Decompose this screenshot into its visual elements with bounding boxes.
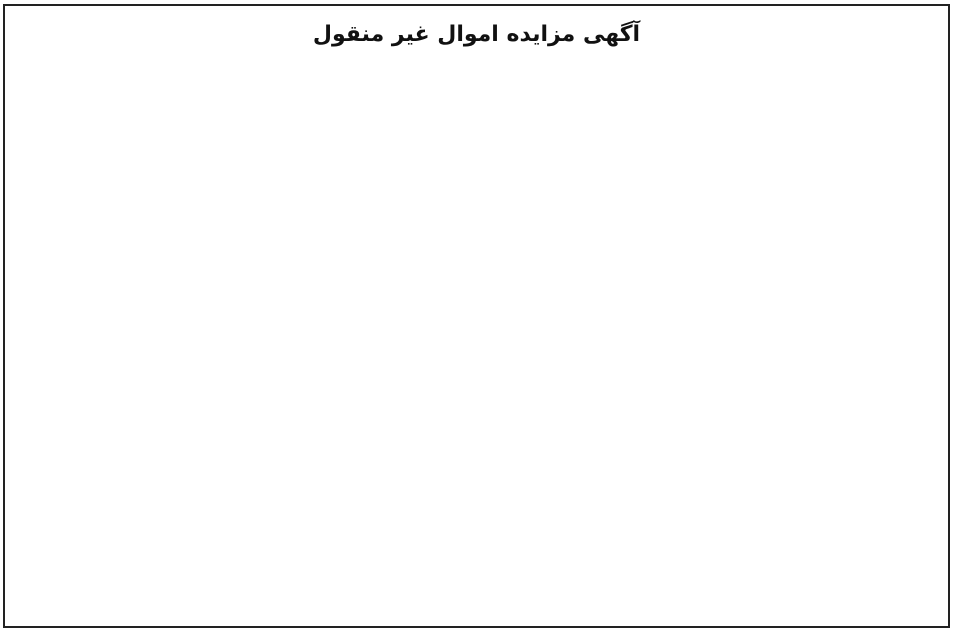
notice-text-line: [13, 481, 940, 506]
notice-text-line: [13, 531, 940, 556]
notice-text-line: [13, 331, 940, 356]
notice-text-line: [13, 206, 940, 231]
notice-text-line: [13, 181, 940, 206]
notice-text-line: [13, 156, 940, 181]
notice-text-line: [13, 306, 940, 331]
notice-text-line: [13, 81, 940, 106]
notice-text-line: [13, 281, 940, 306]
notice-text-line: [13, 56, 940, 81]
notice-title: آگهی مزایده اموال غیر منقول: [312, 22, 641, 47]
notice-text-line: [13, 256, 940, 281]
notice-text-line: [13, 606, 940, 628]
notice-text-line: [13, 456, 940, 481]
notice-text-line: [13, 406, 940, 431]
notice-text-line: [13, 381, 940, 406]
notice-text-line: [13, 556, 940, 581]
notice-text-line: [13, 431, 940, 456]
notice-text-line: [13, 106, 940, 131]
notice-text-line: [13, 131, 940, 156]
notice-text-line: [13, 581, 940, 606]
notice-text-line: [13, 506, 940, 531]
notice-frame: [3, 4, 950, 628]
notice-text-line: [13, 231, 940, 256]
notice-text-line: [13, 356, 940, 381]
notice-body: [13, 56, 940, 628]
